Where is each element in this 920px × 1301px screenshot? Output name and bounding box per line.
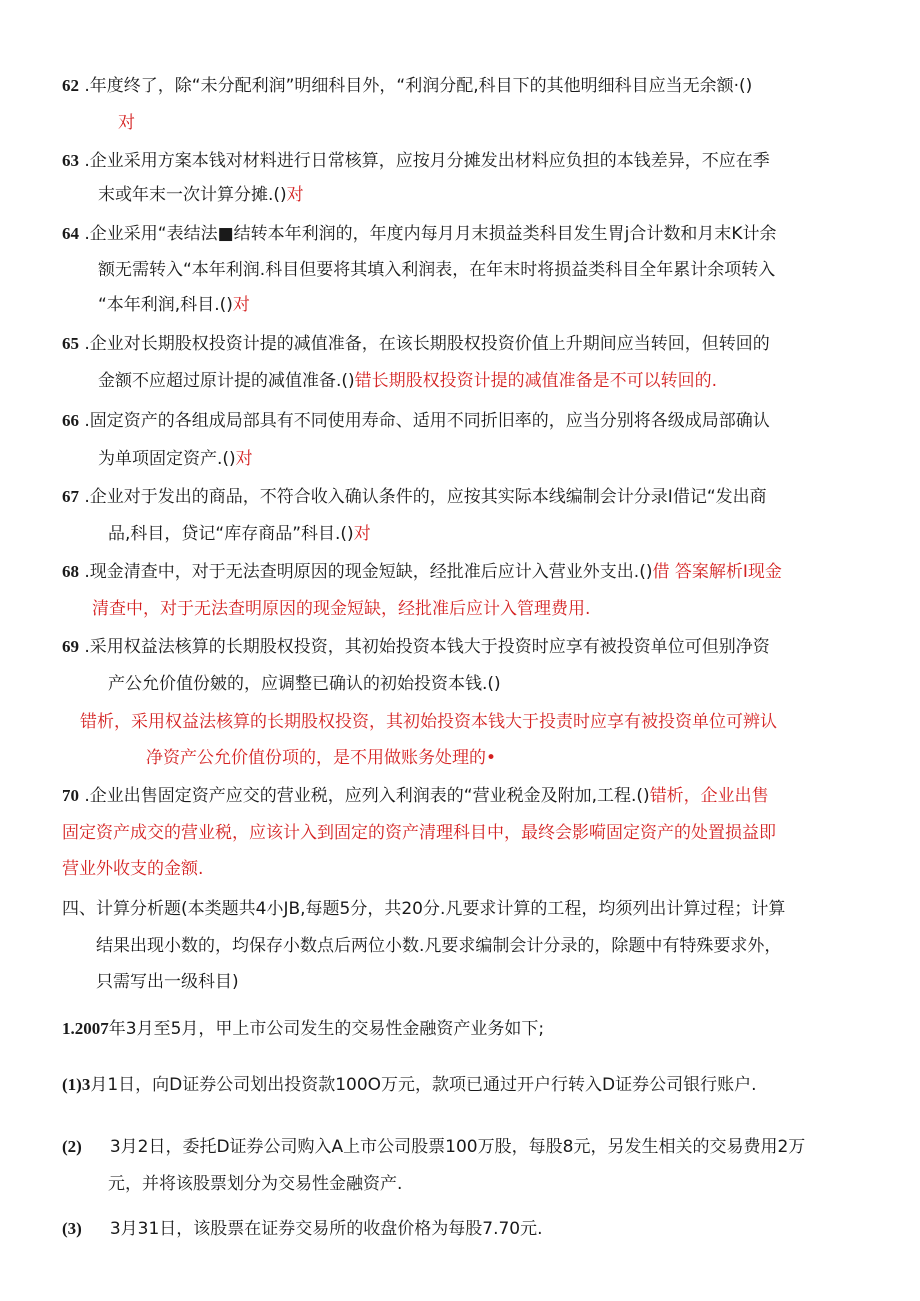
section-4-heading: 四、计算分析题(本类题共4小JB,每题5分，共20分.凡要求计算的工程，均须列出计算过程；计算: [62, 899, 786, 919]
question-number: 64: [62, 224, 79, 243]
calc-item-1: [62, 1073, 757, 1097]
question-66-line2: [98, 447, 253, 471]
answer-67: 对: [353, 524, 371, 544]
section-4-line3: 只需写出一级科目): [96, 972, 239, 992]
calc-item-2-line2: 元，并将该股票划分为交易性金融资产.: [108, 1174, 403, 1194]
question-63: [62, 149, 770, 173]
calc-item-2: [62, 1135, 805, 1159]
question-69: [62, 635, 770, 659]
answer-63: 对: [286, 185, 304, 205]
answer-70: 错析，企业出售: [649, 786, 769, 806]
answer-69: 错析，采用权益法核算的长期股权投资，其初始投资本钱大于投责时应享有被投资单位可辨认: [80, 712, 777, 732]
question-64: [62, 222, 777, 246]
section-4-line2: 结果出现小数的，均保存小数点后两位小数.凡要求编制会计分录的，除题中有特殊要求外，: [96, 936, 782, 956]
answer-62: 对: [118, 113, 135, 133]
question-text: “本年利润,科目.(): [98, 295, 233, 315]
item-number: (1)3: [62, 1075, 91, 1094]
question-65: [62, 332, 770, 356]
question-text: .企业对于发出的商品，不符合收入确认条件的，应按其实际本线编制会计分录I借记“发出商: [79, 487, 767, 507]
answer-65: 错长期股权投资计提的减值准备是不可以转回的.: [354, 371, 718, 391]
question-text: 品,科目，贷记“库存商品”科目.(): [108, 524, 354, 544]
item-number: (3): [62, 1219, 82, 1238]
question-66: [62, 409, 770, 433]
question-number: 69: [62, 637, 79, 656]
question-number: 68: [62, 562, 79, 581]
calc-question-1: [62, 1017, 544, 1041]
answer-64: 对: [232, 295, 250, 315]
question-69-line2: 产公允价值份皴的，应调整已确认的初始投资本钱.(): [108, 674, 501, 694]
calc-item-3: [62, 1217, 543, 1241]
question-text: .企业采用“表结法■结转本年利润的，年度内每月月末损益类科目发生胃j合计数和月末K计余: [79, 224, 777, 244]
answer-70-line2: 固定资产成交的营业税，应该计入到固定的资产清理科目中，最终会影嗬固定资产的处置损益即: [62, 823, 776, 843]
question-67-line2: [108, 522, 371, 546]
question-67: [62, 485, 767, 509]
item-number: (2): [62, 1137, 82, 1156]
question-65-line2: [98, 369, 717, 393]
answer-66: 对: [235, 449, 253, 469]
question-text: .企业对长期股权投资计提的减值准备，在该长期股权投资价值上升期间应当转回，但转回的: [79, 334, 770, 354]
question-number: 65: [62, 334, 79, 353]
answer-69-line2: 净资产公允价值份项的，是不用做账务处理的•: [146, 748, 497, 768]
question-number: 66: [62, 411, 79, 430]
question-62: [62, 74, 752, 98]
question-63-line2: [98, 183, 304, 207]
question-text: 金额不应超过原计提的减值准备.(): [98, 371, 355, 391]
question-68: [62, 560, 782, 584]
question-text: 年3月至5月，甲上市公司发生的交易性金融资产业务如下;: [108, 1019, 545, 1039]
question-70: [62, 784, 769, 808]
question-text: .采用权益法核算的长期股权投资，其初始投资本钱大于投资时应享有被投资单位可但别净资: [79, 637, 770, 657]
question-number: 63: [62, 151, 79, 170]
question-text: 末或年末一次计算分摊.(): [98, 185, 287, 205]
answer-70-line3: 营业外收支的金额.: [62, 859, 204, 879]
question-text: 为单项固定资产.(): [98, 449, 236, 469]
question-text: .现金清查中，对于无法查明原因的现金短缺，经批准后应计入营业外支出.(): [79, 562, 653, 582]
question-text: .企业采用方案本钱对材料进行日常核算，应按月分摊发出材料应负担的本钱差异，不应在季: [79, 151, 770, 171]
question-number: 67: [62, 487, 79, 506]
item-text: 3月31日，该股票在证券交易所的收盘价格为每股7.70元.: [109, 1219, 543, 1239]
question-text: .年度终了，除“未分配利润”明细科目外，“利润分配,科目下的其他明细科目应当无余额·(): [79, 76, 753, 96]
answer-68-line2: 清查中，对于无法查明原因的现金短缺，经批准后应计入管理费用.: [92, 599, 591, 619]
question-number: 62: [62, 76, 79, 95]
question-number: 1.2007: [62, 1019, 109, 1038]
item-text: 3月2日，委托D证券公司购入A上市公司股票100万股，每股8元，另发生相关的交易费用2万: [109, 1137, 806, 1157]
question-text: .固定资产的各组成局部具有不同使用寿命、适用不同折旧率的，应当分别将各级成局部确认: [79, 411, 770, 431]
answer-68: 借 答案解析I现金: [652, 562, 782, 582]
question-number: 70: [62, 786, 79, 805]
question-text: .企业出售固定资产应交的营业税，应列入利润表的“营业税金及附加,工程.(): [79, 786, 650, 806]
question-64-line3: [98, 293, 250, 317]
question-64-line2: 额无需转入“本年利润.科目但要将其填入利润表，在年末时将损益类科目全年累计余项转入: [98, 260, 776, 280]
item-text: 月1日，向D证券公司划出投资款100O万元，款项已通过开户行转入D证券公司银行账户.: [90, 1075, 757, 1095]
